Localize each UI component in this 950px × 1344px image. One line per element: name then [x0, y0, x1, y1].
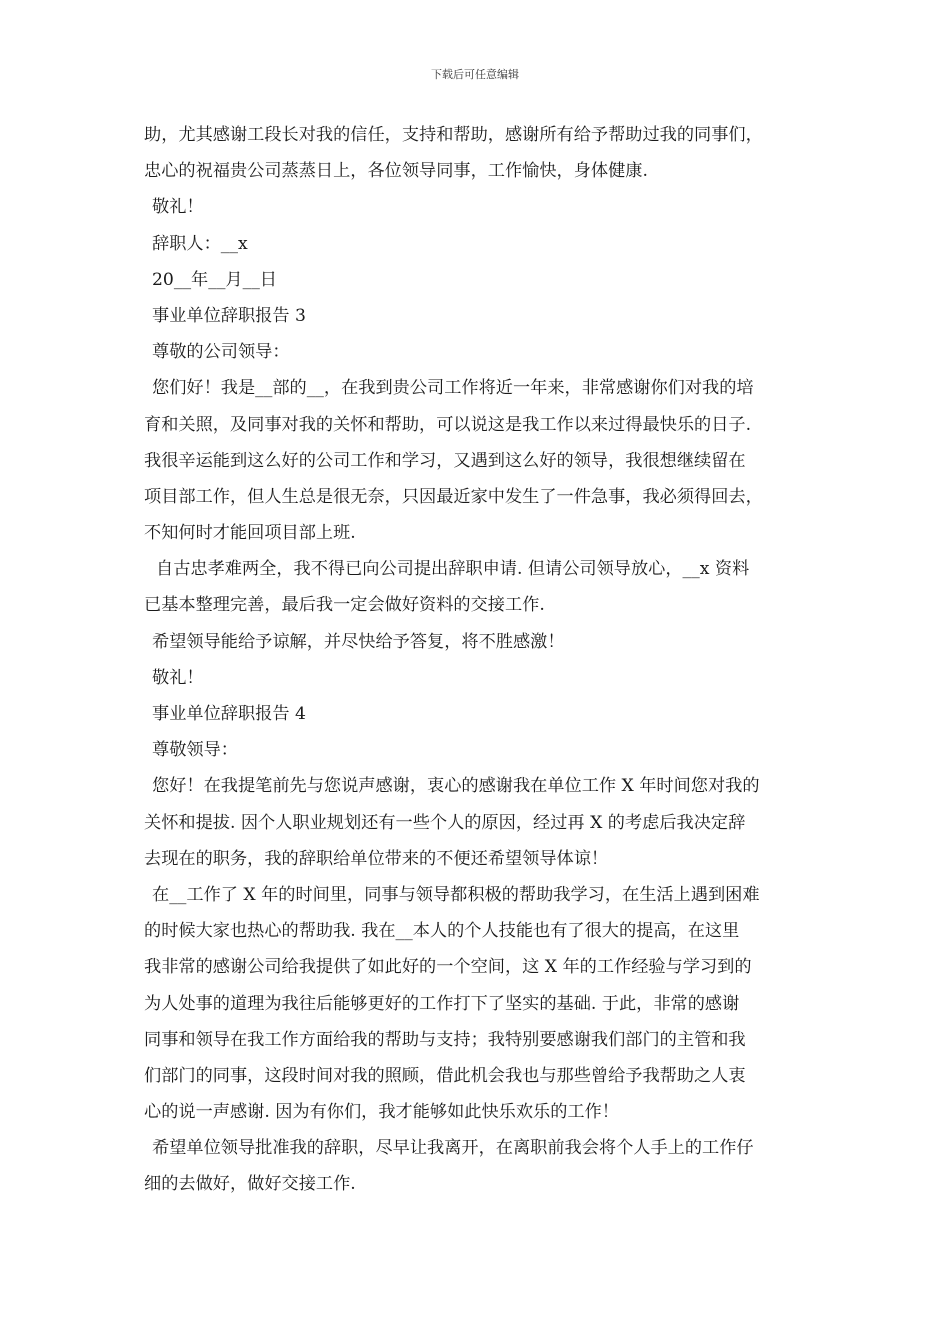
body-line: 细的去做好，做好交接工作.	[144, 1174, 356, 1195]
body-line: 的时候大家也热心的帮助我. 我在__本人的个人技能也有了很大的提高，在这里	[144, 921, 740, 942]
body-line: 您好！在我提笔前先与您说声感谢，衷心的感谢我在单位工作 X 年时间您对我的	[152, 776, 760, 797]
body-line: 为人处事的道理为我往后能够更好的工作打下了坚实的基础. 于此，非常的感谢	[144, 993, 740, 1014]
closing-salute: 敬礼！	[152, 197, 204, 218]
body-line: 忠心的祝福贵公司蒸蒸日上，各位领导同事，工作愉快，身体健康.	[144, 161, 648, 182]
body-line: 去现在的职务，我的辞职给单位带来的不便还希望领导体谅！	[144, 848, 609, 869]
section-title: 事业单位辞职报告 3	[152, 305, 306, 326]
body-line: 我很辛运能到这么好的公司工作和学习，又遇到这么好的领导，我很想继续留在	[144, 450, 746, 471]
body-line: 心的说一声感谢. 因为有你们，我才能够如此快乐欢乐的工作！	[144, 1102, 619, 1123]
body-line: 项目部工作，但人生总是很无奈，只因最近家中发生了一件急事，我必须得回去，	[144, 486, 763, 507]
body-line: 同事和领导在我工作方面给我的帮助与支持；我特别要感谢我们部门的主管和我	[144, 1029, 746, 1050]
date-line: 20__年__月__日	[152, 269, 277, 290]
salutation: 尊敬领导：	[152, 740, 238, 761]
body-line: 在__工作了 X 年的时间里，同事与领导都积极的帮助我学习，在生活上遇到困难	[152, 884, 760, 905]
body-line: 我非常的感谢公司给我提供了如此好的一个空间，这 X 年的工作经验与学习到的	[144, 957, 752, 978]
body-line: 关怀和提拔. 因个人职业规划还有一些个人的原因，经过再 X 的考虑后我决定辞	[144, 812, 746, 833]
closing-salute: 敬礼！	[152, 667, 204, 688]
body-line: 助，尤其感谢工段长对我的信任，支持和帮助，感谢所有给予帮助过我的同事们，	[144, 125, 763, 145]
document-body	[144, 117, 808, 1203]
body-line: 已基本整理完善，最后我一定会做好资料的交接工作.	[144, 595, 545, 616]
body-line: 不知何时才能回项目部上班.	[144, 523, 356, 544]
body-line: 您们好！我是__部的__，在我到贵公司工作将近一年来，非常感谢你们对我的培	[152, 378, 754, 399]
signature-line: 辞职人：__x	[152, 233, 248, 254]
body-line: 育和关照，及同事对我的关怀和帮助，可以说这是我工作以来过得最快乐的日子.	[144, 414, 752, 435]
body-line: 自古忠孝难两全，我不得已向公司提出辞职申请. 但请公司领导放心，__x 资料	[156, 559, 750, 580]
salutation: 尊敬的公司领导：	[152, 342, 290, 363]
body-line: 希望单位领导批准我的辞职，尽早让我离开，在离职前我会将个人手上的工作仔	[152, 1138, 754, 1159]
page-header-note: 下载后可任意编辑	[431, 68, 519, 81]
section-title: 事业单位辞职报告 4	[152, 704, 306, 724]
body-line: 希望领导能给予谅解，并尽快给予答复，将不胜感激！	[152, 631, 565, 652]
body-line: 们部门的同事，这段时间对我的照顾，借此机会我也与那些曾给予我帮助之人衷	[144, 1065, 746, 1086]
